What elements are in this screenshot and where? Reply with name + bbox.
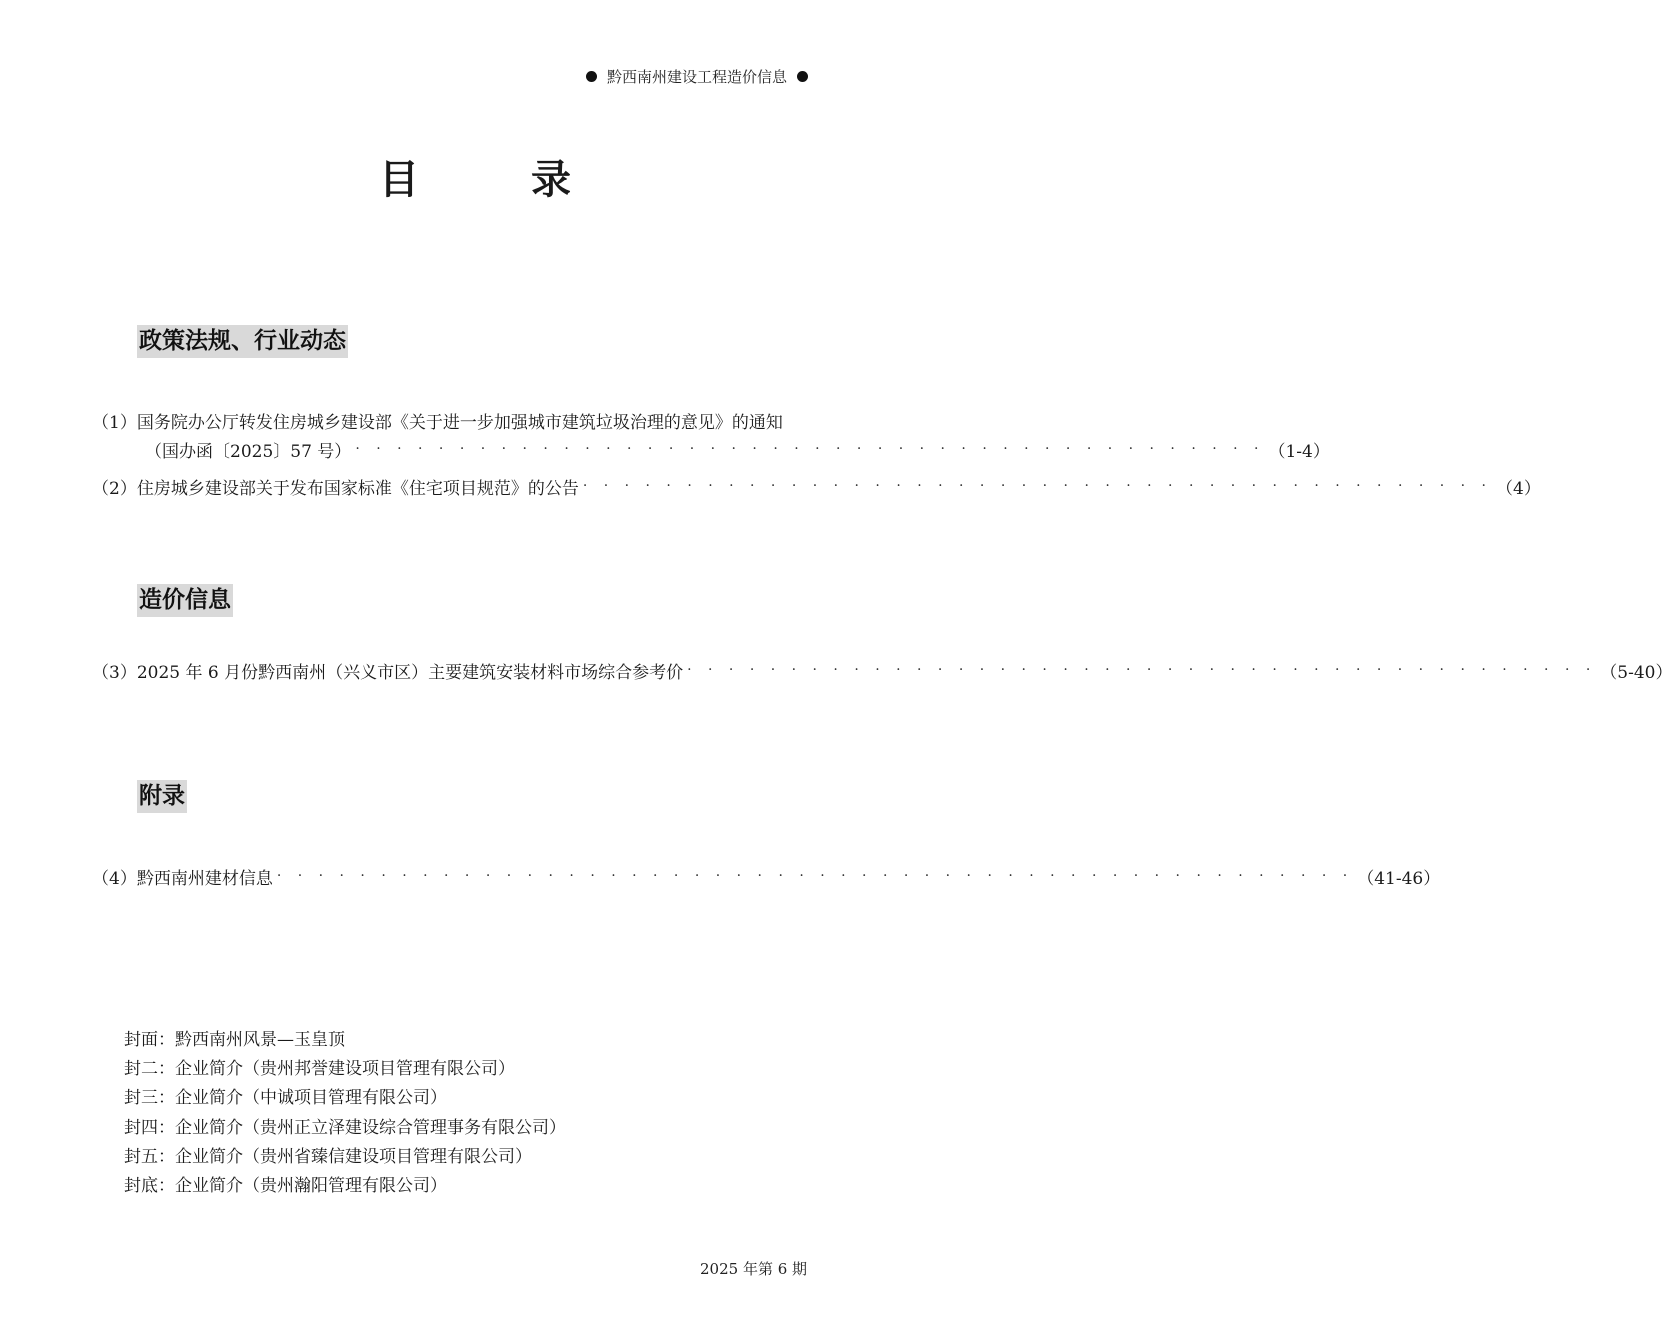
toc-entry-title: 黔西南州建材信息 xyxy=(136,868,273,889)
bullet-icon xyxy=(797,71,808,82)
cover-note-value: 企业简介（中诚项目管理有限公司） xyxy=(175,1088,447,1109)
cover-note-label: 封底： xyxy=(124,1176,175,1197)
bullet-icon xyxy=(586,71,597,82)
cover-note-5 xyxy=(124,1143,566,1172)
toc-entry-page: （5-40） xyxy=(1600,662,1673,683)
cover-note-label: 封四： xyxy=(124,1117,175,1138)
toc-entry-title: 住房城乡建设部关于发布国家标准《住宅项目规范》的公告 xyxy=(136,478,579,499)
cover-note-value: 企业简介（贵州瀚阳管理有限公司） xyxy=(175,1176,447,1197)
toc-entry-page: （4） xyxy=(1496,478,1541,499)
section-heading-cost-info: 造价信息 xyxy=(137,584,233,617)
toc-entry-page: （1-4） xyxy=(1268,441,1330,462)
cover-note-label: 封三： xyxy=(124,1088,175,1109)
cover-note-value: 企业简介（贵州邦誉建设项目管理有限公司） xyxy=(175,1059,515,1080)
leader-dots: · · · · · · · · · · · · · · · · · · · · · · · · · · · · · · · · · · · · · · · · · · · · · · · · · · · · xyxy=(276,868,1354,884)
page-title: 目 录 xyxy=(379,157,607,203)
toc-entry-title: 国务院办公厅转发住房城乡建设部《关于进一步加强城市建筑垃圾治理的意见》的通知 xyxy=(136,412,783,433)
section-heading-policy: 政策法规、行业动态 xyxy=(137,325,348,358)
toc-entry-subtitle: （国办函〔2025〕57 号） xyxy=(145,441,352,462)
leader-dots: · · · · · · · · · · · · · · · · · · · · · · · · · · · · · · · · · · · · · · · · · · · · xyxy=(582,478,1492,494)
cover-note-front xyxy=(124,1026,566,1055)
toc-entry-number: （2） xyxy=(92,478,137,499)
toc-entry-number: （4） xyxy=(92,868,137,889)
toc-entry-number: （3） xyxy=(92,662,137,683)
leader-dots: · · · · · · · · · · · · · · · · · · · · · · · · · · · · · · · · · · · · · · · · · · · · xyxy=(687,662,1597,678)
toc-entry-1[interactable] xyxy=(92,405,867,435)
cover-note-value: 企业简介（贵州正立泽建设综合管理事务有限公司） xyxy=(175,1117,566,1138)
toc-entry-title: 2025 年 6 月份黔西南州（兴义市区）主要建筑安装材料市场综合参考价 xyxy=(136,662,684,683)
cover-note-3 xyxy=(124,1084,566,1113)
toc-entry-page: （41-46） xyxy=(1357,868,1441,889)
toc-entry-3[interactable] xyxy=(92,655,1673,685)
section-heading-appendix: 附录 xyxy=(137,780,187,813)
cover-note-4 xyxy=(124,1114,566,1143)
toc-entry-2[interactable] xyxy=(92,471,1541,501)
toc-entry-4[interactable] xyxy=(92,861,1441,891)
leader-dots: · · · · · · · · · · · · · · · · · · · · · · · · · · · · · · · · · · · · · · · · · · · · xyxy=(355,441,1265,457)
cover-note-label: 封五： xyxy=(124,1146,175,1167)
cover-note-value: 企业简介（贵州省臻信建设项目管理有限公司） xyxy=(175,1146,532,1167)
cover-note-value: 黔西南州风景—玉皇顶 xyxy=(175,1030,345,1050)
cover-note-back xyxy=(124,1172,566,1201)
running-header xyxy=(586,64,836,88)
cover-note-label: 封面： xyxy=(124,1030,175,1050)
issue-footer: 2025 年第 6 期 xyxy=(700,1260,808,1278)
cover-notes xyxy=(124,1026,566,1201)
toc-entry-number: （1） xyxy=(92,412,137,433)
cover-note-label: 封二： xyxy=(124,1059,175,1080)
cover-note-2 xyxy=(124,1055,566,1084)
toc-entry-1-continuation[interactable] xyxy=(145,434,1330,464)
running-title: 黔西南州建设工程造价信息 xyxy=(607,67,788,86)
